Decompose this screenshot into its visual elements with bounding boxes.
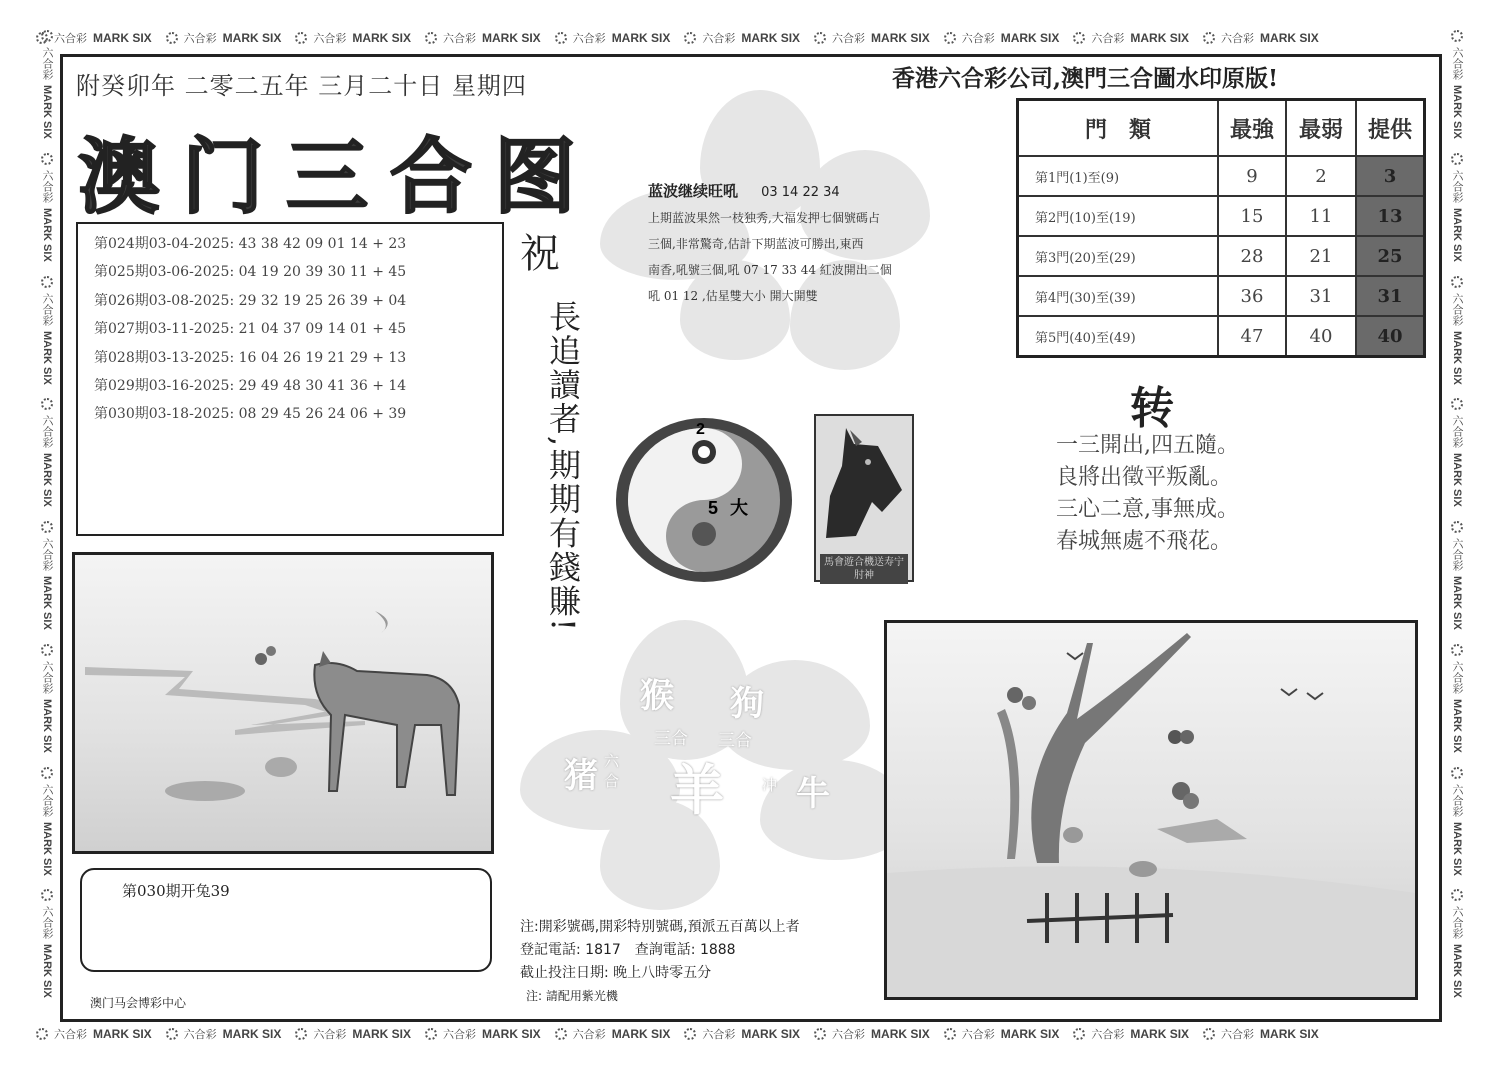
gate-weak: 11 (1286, 196, 1356, 236)
border-logo-text: 六合彩 (1451, 660, 1464, 694)
list-item: 第024期03-04-2025: 43 38 42 09 01 14 + 23 (94, 236, 407, 252)
list-item: 第030期03-18-2025: 08 29 45 26 24 06 + 39 (94, 406, 407, 423)
gate-weak: 21 (1286, 236, 1356, 276)
border-logo-text: 六合彩 (41, 169, 54, 203)
border-mark-text: MARK SIX (41, 576, 53, 630)
border-mark-text: MARK SIX (1451, 944, 1463, 999)
zodiac-sheep: 羊 (670, 759, 724, 822)
border-logo-unit (684, 1026, 800, 1042)
gate-pick: 3 (1356, 156, 1425, 196)
list-item: 第027期03-11-2025: 21 04 37 09 14 01 + 45 (94, 321, 407, 338)
border-logo-unit (1073, 1026, 1189, 1042)
column-header: 提供 (1356, 100, 1425, 157)
border-logo-text: 六合彩 (1091, 32, 1125, 45)
tree-scene-illustration (887, 623, 1415, 997)
border-logo-unit (1449, 644, 1465, 753)
liuhe-label-1: 六 (604, 752, 620, 770)
border-logo-unit (944, 30, 1060, 46)
flower-icon (684, 1028, 696, 1040)
border-logo-unit (39, 276, 55, 385)
border-logo-unit (295, 30, 411, 46)
border-mark-text: MARK SIX (352, 1027, 412, 1041)
border-logo-unit (814, 30, 930, 46)
border-top (36, 26, 1464, 50)
border-mark-text: MARK SIX (1451, 330, 1463, 385)
border-logo-text: 六合彩 (1451, 538, 1464, 572)
zodiac-dog: 狗 (730, 684, 764, 724)
blessing-big: 祝 (520, 231, 560, 277)
table-row (1018, 156, 1425, 196)
border-logo-text: 六合彩 (1221, 32, 1255, 45)
border-logo-unit (1203, 1026, 1319, 1042)
border-mark-text: MARK SIX (1451, 821, 1463, 876)
border-logo-unit (39, 889, 55, 998)
border-logo-unit (295, 1026, 411, 1042)
border-logo-text: 六合彩 (1451, 169, 1464, 203)
notice-line: 注:開彩號碼,開彩特別號碼,預派五百萬以上者 (520, 919, 800, 935)
blessing-vertical: 長追讀者,期期有錢賺! (544, 300, 582, 634)
gate-strong: 47 (1218, 316, 1286, 357)
border-mark-text: MARK SIX (93, 31, 152, 45)
border-logo-unit (39, 644, 55, 753)
border-logo-unit (39, 153, 55, 262)
horse-card (814, 414, 914, 582)
notice-line: 注: 請配用紫光機 (526, 989, 618, 1003)
border-logo-text: 六合彩 (41, 783, 54, 817)
flower-icon (425, 1028, 437, 1040)
flower-icon (944, 32, 956, 44)
border-mark-text: MARK SIX (1130, 1027, 1190, 1041)
flower-icon (295, 1028, 307, 1040)
border-mark-text: MARK SIX (222, 31, 282, 45)
gate-strong: 36 (1218, 276, 1286, 316)
verse-line: 上期蓝波果然一枝独秀,大福发押七個號碼占 (648, 211, 880, 225)
border-mark-text: MARK SIX (1000, 1027, 1060, 1041)
border-logo-text: 六合彩 (961, 1028, 995, 1041)
border-logo-text: 六合彩 (183, 1028, 217, 1041)
flower-icon (425, 32, 437, 44)
border-logo-text: 六合彩 (1091, 1028, 1125, 1041)
gate-range: 第5門(40)至(49) (1018, 316, 1219, 357)
table-row (1018, 236, 1425, 276)
border-logo-text: 六合彩 (41, 906, 54, 940)
border-mark-text: MARK SIX (611, 31, 671, 45)
flower-icon (41, 398, 53, 410)
taiji-number-bottom: 5 (708, 498, 719, 518)
list-item: 第026期03-08-2025: 29 32 19 25 26 39 + 04 (94, 292, 407, 309)
flower-icon (41, 521, 53, 533)
gate-range: 第3門(20)至(29) (1018, 236, 1219, 276)
flower-icon (814, 32, 826, 44)
gate-strong: 15 (1218, 196, 1286, 236)
taiji-number-top: 2 (696, 421, 705, 438)
flower-icon (1451, 767, 1463, 779)
border-mark-text: MARK SIX (871, 1027, 930, 1041)
flower-icon (41, 889, 53, 901)
verse-line: 南香,吼號三個,吼 07 17 33 44 紅波開出二個 (648, 263, 892, 277)
flower-icon (295, 32, 307, 44)
zodiac-monkey: 猴 (640, 676, 674, 716)
border-logo-text: 六合彩 (41, 415, 54, 449)
border-logo-unit (39, 30, 55, 139)
gate-table (1016, 98, 1426, 358)
border-mark-text: MARK SIX (741, 31, 801, 45)
verse-title: 蓝波继续旺吼 (648, 182, 739, 200)
border-logo-unit (39, 767, 55, 876)
flower-icon (166, 1028, 178, 1040)
flower-icon (1451, 276, 1463, 288)
border-logo-unit (944, 1026, 1060, 1042)
result-text: 第030期开兔39 (122, 882, 230, 900)
border-logo-unit (1203, 30, 1319, 46)
gate-pick: 40 (1356, 316, 1425, 357)
border-logo-text: 六合彩 (1451, 415, 1464, 449)
header-date: 附癸卯年 二零二五年 三月二十日 星期四 (76, 72, 527, 100)
border-mark-text: MARK SIX (482, 1027, 541, 1041)
border-logo-unit (166, 1026, 282, 1042)
border-logo-unit (425, 30, 541, 46)
border-logo-text: 六合彩 (702, 32, 736, 45)
gate-range: 第4門(30)至(39) (1018, 276, 1219, 316)
border-logo-text: 六合彩 (41, 292, 54, 326)
flower-icon (1203, 1028, 1215, 1040)
border-logo-text: 六合彩 (1451, 292, 1464, 326)
gate-pick: 25 (1356, 236, 1425, 276)
chong-label: 冲 (762, 776, 778, 794)
flower-icon (555, 1028, 567, 1040)
border-mark-text: MARK SIX (1000, 31, 1060, 45)
border-mark-text: MARK SIX (1451, 698, 1463, 753)
poem-line: 三心二意,事無成。 (1056, 497, 1239, 522)
dog-scene-illustration (75, 555, 491, 851)
border-logo-text: 六合彩 (54, 32, 87, 45)
border-left (36, 30, 58, 1050)
border-logo-text: 六合彩 (832, 32, 866, 45)
column-header: 門 類 (1018, 100, 1219, 157)
list-item: 第028期03-13-2025: 16 04 26 19 21 29 + 13 (94, 349, 407, 366)
border-logo-unit (1449, 521, 1465, 630)
border-mark-text: MARK SIX (1130, 31, 1190, 45)
verse-line: 三個,非常驚奇,估計下期蓝波可勝出,東西 (648, 237, 864, 251)
zodiac-ox: 牛 (796, 774, 830, 814)
column-header: 最強 (1218, 100, 1286, 157)
border-logo-unit (166, 30, 282, 46)
flower-icon (41, 644, 53, 656)
border-logo-text: 六合彩 (572, 1028, 606, 1041)
flower-icon (944, 1028, 956, 1040)
border-logo-text: 六合彩 (1451, 783, 1464, 817)
results-list (76, 222, 504, 536)
taiji-label: 大 (730, 498, 748, 519)
verse-block (648, 180, 892, 309)
border-logo-unit (1449, 767, 1465, 876)
verse-line: 吼 01 12 ,估星雙大小 開大開雙 (648, 289, 818, 303)
border-logo-unit (555, 1026, 671, 1042)
sanhe-label-left: 三合 (654, 729, 688, 749)
border-mark-text: MARK SIX (1451, 207, 1463, 262)
flower-icon (1451, 398, 1463, 410)
border-mark-text: MARK SIX (222, 1027, 282, 1041)
flower-icon (555, 32, 567, 44)
gate-weak: 40 (1286, 316, 1356, 357)
border-mark-text: MARK SIX (41, 944, 53, 999)
table-row (1018, 316, 1425, 357)
taiji-icon (612, 414, 798, 586)
flower-icon (41, 276, 53, 288)
gate-range: 第2門(10)至(19) (1018, 196, 1219, 236)
notice-line: 登記電話: 1817 查詢電話: 1888 (520, 942, 736, 958)
zodiac-pig: 猪 (564, 756, 598, 796)
scene-left (72, 552, 494, 854)
border-logo-text: 六合彩 (313, 32, 347, 45)
border-mark-text: MARK SIX (871, 31, 930, 45)
notice-line: 截止投注日期: 晚上八時零五分 (520, 965, 712, 981)
border-right (1446, 30, 1468, 1050)
border-logo-text: 六合彩 (41, 660, 54, 694)
flower-icon (41, 767, 53, 779)
border-mark-text: MARK SIX (741, 1027, 801, 1041)
border-logo-text: 六合彩 (1451, 906, 1464, 940)
flower-icon (1451, 889, 1463, 901)
border-logo-text: 六合彩 (832, 1028, 866, 1041)
border-logo-text: 六合彩 (702, 1028, 736, 1041)
gate-pick: 13 (1356, 196, 1425, 236)
border-logo-text: 六合彩 (54, 1028, 87, 1041)
table-row (1018, 196, 1425, 236)
list-item: 第025期03-06-2025: 04 19 20 39 30 11 + 45 (94, 264, 407, 281)
flower-icon (41, 153, 53, 165)
scene-right (884, 620, 1418, 1000)
footer-left: 澳门马会博彩中心 (90, 996, 187, 1010)
table-row (1018, 276, 1425, 316)
flower-icon (684, 32, 696, 44)
border-mark-text: MARK SIX (1451, 576, 1463, 630)
border-mark-text: MARK SIX (93, 1027, 152, 1041)
flower-icon (1073, 32, 1085, 44)
page-title: 澳门三合图 (78, 130, 599, 225)
border-mark-text: MARK SIX (41, 821, 53, 876)
poem (1056, 430, 1239, 558)
flower-icon (41, 30, 53, 42)
border-logo-unit (1449, 398, 1465, 507)
border-logo-unit (814, 1026, 930, 1042)
border-logo-text: 六合彩 (41, 538, 54, 572)
gate-strong: 28 (1218, 236, 1286, 276)
border-mark-text: MARK SIX (41, 453, 53, 508)
border-logo-text: 六合彩 (443, 32, 477, 45)
flower-icon (1451, 153, 1463, 165)
border-logo-text: 六合彩 (1221, 1028, 1255, 1041)
border-mark-text: MARK SIX (41, 207, 53, 262)
gate-weak: 2 (1286, 156, 1356, 196)
border-logo-unit (1449, 153, 1465, 262)
flower-icon (166, 32, 178, 44)
border-logo-text: 六合彩 (572, 32, 606, 45)
gate-strong: 9 (1218, 156, 1286, 196)
column-header: 最弱 (1286, 100, 1356, 157)
border-bottom (36, 1022, 1464, 1046)
border-mark-text: MARK SIX (41, 85, 53, 139)
border-mark-text: MARK SIX (1260, 31, 1319, 45)
border-logo-unit (684, 30, 800, 46)
horse-head-icon (816, 416, 912, 546)
border-logo-text: 六合彩 (961, 32, 995, 45)
gate-pick: 31 (1356, 276, 1425, 316)
verse-numbers: 03 14 22 34 (761, 185, 840, 200)
gate-range: 第1門(1)至(9) (1018, 156, 1219, 196)
border-mark-text: MARK SIX (1451, 85, 1463, 139)
poem-line: 良將出徵平叛亂。 (1056, 465, 1233, 490)
flower-icon (1451, 30, 1463, 42)
poem-line: 一三開出,四五隨。 (1056, 433, 1239, 458)
border-logo-text: 六合彩 (183, 32, 217, 45)
border-mark-text: MARK SIX (352, 31, 412, 45)
border-mark-text: MARK SIX (41, 330, 53, 385)
flower-icon (814, 1028, 826, 1040)
flower-icon (1451, 521, 1463, 533)
border-logo-unit (1449, 889, 1465, 998)
flower-icon (1203, 32, 1215, 44)
border-logo-unit (1449, 30, 1465, 139)
border-mark-text: MARK SIX (1260, 1027, 1319, 1041)
border-mark-text: MARK SIX (1451, 453, 1463, 508)
notice (520, 916, 800, 1008)
gate-weak: 31 (1286, 276, 1356, 316)
flower-icon (1073, 1028, 1085, 1040)
border-logo-unit (1449, 276, 1465, 385)
border-mark-text: MARK SIX (611, 1027, 671, 1041)
border-logo-unit (1073, 30, 1189, 46)
list-item: 第029期03-16-2025: 29 49 48 30 41 36 + 14 (94, 377, 407, 394)
border-logo-text: 六合彩 (41, 47, 54, 80)
poem-line: 春城無處不飛花。 (1056, 529, 1233, 554)
border-logo-unit (425, 1026, 541, 1042)
flower-icon (1451, 644, 1463, 656)
liuhe-label-2: 合 (604, 772, 620, 790)
border-logo-text: 六合彩 (443, 1028, 477, 1041)
sanhe-label-right: 三合 (718, 731, 752, 751)
border-logo-unit (39, 398, 55, 507)
border-mark-text: MARK SIX (41, 698, 53, 753)
border-logo-unit (555, 30, 671, 46)
border-logo-text: 六合彩 (313, 1028, 347, 1041)
company-banner: 香港六合彩公司,澳門三合圖水印原版! (892, 65, 1279, 92)
poem-title: 转 (1130, 383, 1174, 434)
border-mark-text: MARK SIX (482, 31, 541, 45)
result-box (80, 868, 492, 972)
border-logo-text: 六合彩 (1451, 47, 1464, 80)
horse-caption: 馬會遊合機送寿宁肘神 (820, 554, 908, 584)
border-logo-unit (39, 521, 55, 630)
